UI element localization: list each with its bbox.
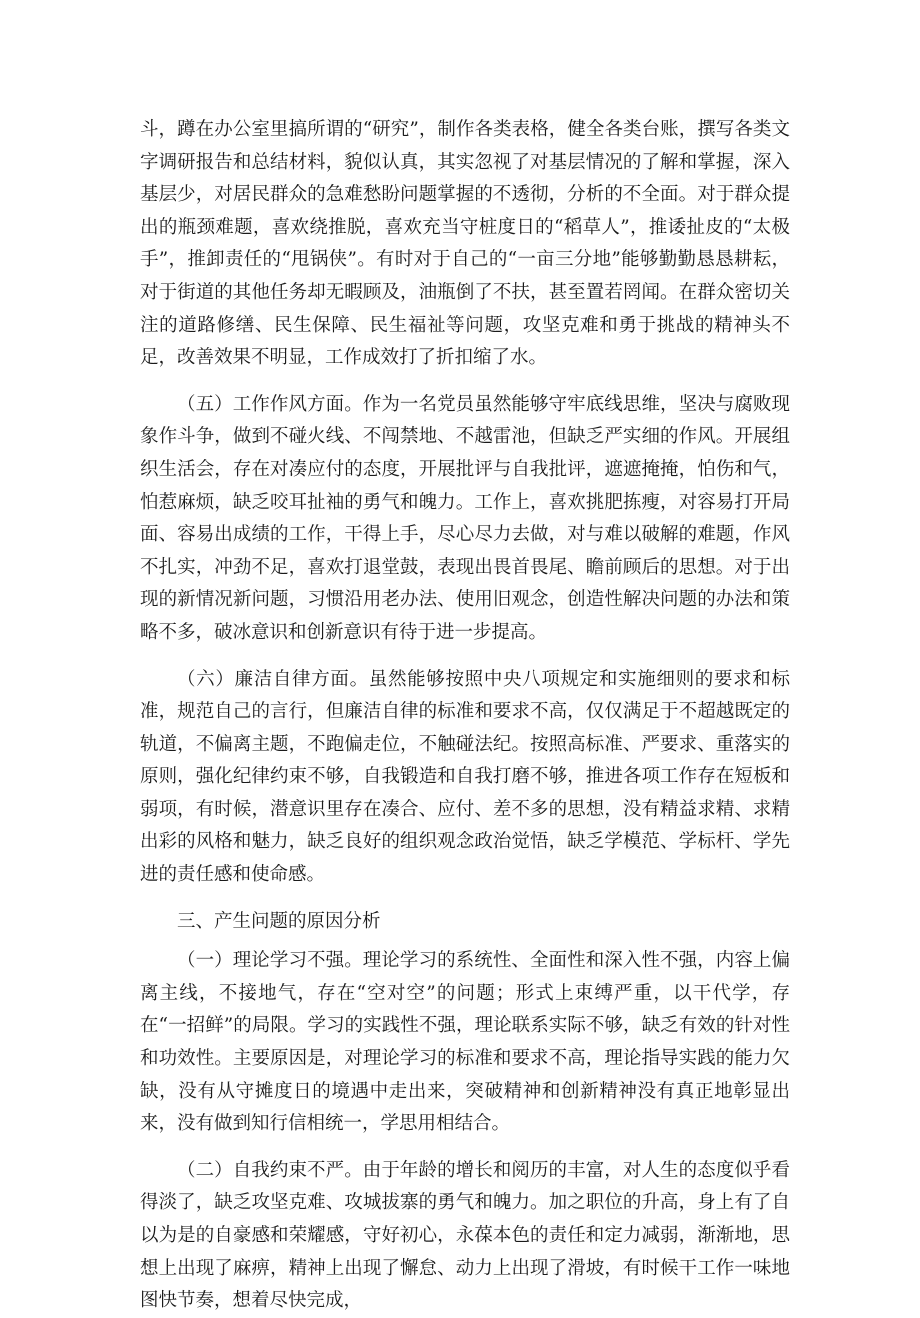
document-body xyxy=(140,114,790,1318)
paragraph-continuation: 斗，蹲在办公室里搞所谓的“研究”，制作各类表格，健全各类台账，撰写各类文字调研报告和总结材料，貌似认真，其实忽视了对基层情况的了解和掌握，深入基层少，对居民群众的急难愁盼问题掌握的不透彻，分析的不全面。对于群众提出的瓶颈难题，喜欢绕推脱，喜欢充当守桩度日的“稻草人”，推诿扯皮的“太极手”，推卸责任的“甩锅侠”。有时对于自己的“一亩三分地”能够勤勤恳恳耕耘，对于街道的其他任务却无暇顾及，油瓶倒了不扶，甚至置若罔闻。在群众密切关注的道路修缮、民生保障、民生福祉等问题，攻坚克难和勇于挑战的精神头不足，改善效果不明显，工作成效打了折扣缩了水。 xyxy=(140,119,790,369)
paragraph-work-style: （五）工作作风方面。作为一名党员虽然能够守牢底线思维，坚决与腐败现象作斗争，做到不碰火线、不闯禁地、不越雷池，但缺乏严实细的作风。开展组织生活会，存在对凑应付的态度，开展批评与自我批评，遮遮掩掩，怕伤和气，怕惹麻烦，缺乏咬耳扯袖的勇气和魄力。工作上，喜欢挑肥拣瘦，对容易打开局面、容易出成绩的工作，干得上手，尽心尽力去做，对与难以破解的难题，作风不扎实，冲劲不足，喜欢打退堂鼓，表现出畏首畏尾、瞻前顾后的思想。对于出现的新情况新问题，习惯沿用老办法、使用旧观念，创造性解决问题的办法和策略不多，破冰意识和创新意识有待于进一步提高。 xyxy=(140,393,790,643)
paragraph-theory-study: （一）理论学习不强。理论学习的系统性、全面性和深入性不强，内容上偏离主线，不接地气，存在“空对空”的问题；形式上束缚严重，以干代学，存在“一招鲜”的局限。学习的实践性不强，理论联系实际不够，缺乏有效的针对性和功效性。主要原因是，对理论学习的标准和要求不高，理论指导实践的能力欠缺，没有从守摊度日的境遇中走出来，突破精神和创新精神没有真正地彰显出来，没有做到知行信相统一，学思用相结合。 xyxy=(140,950,790,1135)
section-heading-causes: 三、产生问题的原因分析 xyxy=(177,910,381,932)
paragraph-self-discipline: （二）自我约束不严。由于年龄的增长和阅历的丰富，对人生的态度似乎看得淡了，缺乏攻坚克难、攻城拔寨的勇气和魄力。加之职位的升高，身上有了自以为是的自豪感和荣耀感，守好初心，永葆本色的责任和定力减弱，渐渐地，思想上出现了麻痹，精神上出现了懈怠、动力上出现了滑坡，有时候干工作一味地图快节奏，想着尽快完成， xyxy=(140,1159,790,1312)
paragraph-integrity: （六）廉洁自律方面。虽然能够按照中央八项规定和实施细则的要求和标准，规范自己的言行，但廉洁自律的标准和要求不高，仅仅满足于不超越既定的轨道，不偏离主题，不跑偏走位，不触碰法纪。按照高标准、严要求、重落实的原则，强化纪律约束不够，自我锻造和自我打磨不够，推进各项工作存在短板和弱项，有时候，潜意识里存在凑合、应付、差不多的思想，没有精益求精、求精出彩的风格和魅力，缺乏良好的组织观念政治觉悟，缺乏学模范、学标杆、学先进的责任感和使命感。 xyxy=(140,668,790,886)
